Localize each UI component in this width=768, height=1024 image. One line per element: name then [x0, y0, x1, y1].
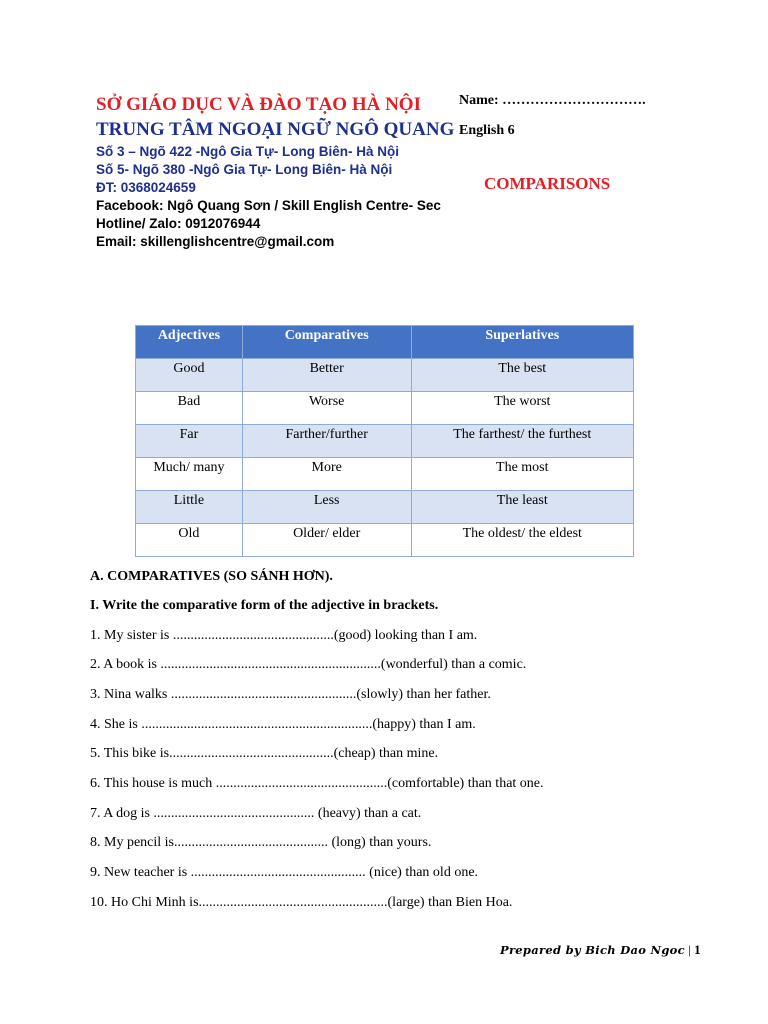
table-cell: The most — [411, 458, 633, 491]
table-cell: Good — [136, 359, 243, 392]
exercise-question-9: 9. New teacher is .................................................. (nice) than old one. — [90, 865, 479, 880]
table-cell: More — [242, 458, 411, 491]
exercise-instruction: I. Write the comparative form of the adjective in brackets. — [90, 598, 439, 613]
student-info — [459, 92, 646, 140]
section-heading: A. COMPARATIVES (SO SÁNH HƠN). — [90, 569, 333, 584]
table-cell: The oldest/ the eldest — [411, 524, 633, 557]
column-header-comparatives: Comparatives — [242, 326, 411, 359]
table-cell: The farthest/ the furthest — [411, 425, 633, 458]
column-header-superlatives: Superlatives — [411, 326, 633, 359]
table-header-row — [136, 326, 634, 359]
table-cell: Less — [242, 491, 411, 524]
exercise-question-10: 10. Ho Chi Minh is......................................................(large) than Bien Hoa. — [90, 895, 513, 910]
table-row — [136, 392, 634, 425]
table-row — [136, 491, 634, 524]
table-row — [136, 425, 634, 458]
exercise-question-2: 2. A book is ...............................................................(wonderful) than a comic. — [90, 657, 527, 672]
table-cell: Far — [136, 425, 243, 458]
center-header — [96, 93, 456, 251]
phone-line: ĐT: 0368024659 — [96, 180, 196, 195]
facebook-line: Facebook: Ngô Quang Sơn / Skill English Centre- Sec — [96, 198, 441, 213]
table-cell: Much/ many — [136, 458, 243, 491]
exercise-question-1: 1. My sister is ..............................................(good) looking than I am. — [90, 628, 478, 643]
exercise-question-3: 3. Nina walks .....................................................(slowly) than her father. — [90, 687, 491, 702]
center-name: TRUNG TÂM NGOẠI NGỮ NGÔ QUANG — [96, 119, 455, 140]
exercise-question-6: 6. This house is much .................................................(comfortable) than that one. — [90, 776, 544, 791]
column-header-adjectives: Adjectives — [136, 326, 243, 359]
footer-separator: | — [688, 942, 691, 957]
table-row — [136, 458, 634, 491]
page-number: 1 — [694, 942, 701, 957]
table-cell: The worst — [411, 392, 633, 425]
address-line-1: Số 3 – Ngõ 422 -Ngô Gia Tự- Long Biên- Hà Nội — [96, 144, 400, 159]
table-cell: The least — [411, 491, 633, 524]
table-cell: Little — [136, 491, 243, 524]
author-signature: Prepared by Bich Dao Ngoc — [500, 943, 685, 957]
table-cell: Old — [136, 524, 243, 557]
table-cell: Farther/further — [242, 425, 411, 458]
address-line-2: Số 5- Ngõ 380 -Ngô Gia Tự- Long Biên- Hà Nội — [96, 162, 393, 177]
page-footer — [500, 942, 701, 958]
exercise-question-5: 5. This bike is...............................................(cheap) than mine. — [90, 746, 439, 761]
irregular-comparisons-table — [135, 325, 634, 557]
exercise-question-7: 7. A dog is .............................................. (heavy) than a cat. — [90, 806, 422, 821]
course-label: English 6 — [459, 123, 515, 138]
department-title: SỞ GIÁO DỤC VÀ ĐÀO TẠO HÀ NỘI — [96, 94, 421, 115]
student-name-field: Name: …………………………. — [459, 93, 646, 108]
table-cell: Older/ elder — [242, 524, 411, 557]
email-line: Email: skillenglishcentre@gmail.com — [96, 234, 335, 249]
table-cell: The best — [411, 359, 633, 392]
table-cell: Bad — [136, 392, 243, 425]
table-row — [136, 524, 634, 557]
table-cell: Worse — [242, 392, 411, 425]
worksheet-topic: COMPARISONS — [484, 174, 611, 193]
exercise-question-4: 4. She is ..................................................................(happy) than I am. — [90, 717, 476, 732]
hotline-line: Hotline/ Zalo: 0912076944 — [96, 216, 261, 231]
table-row — [136, 359, 634, 392]
exercise-question-8: 8. My pencil is............................................ (long) than yours. — [90, 835, 432, 850]
table-cell: Better — [242, 359, 411, 392]
